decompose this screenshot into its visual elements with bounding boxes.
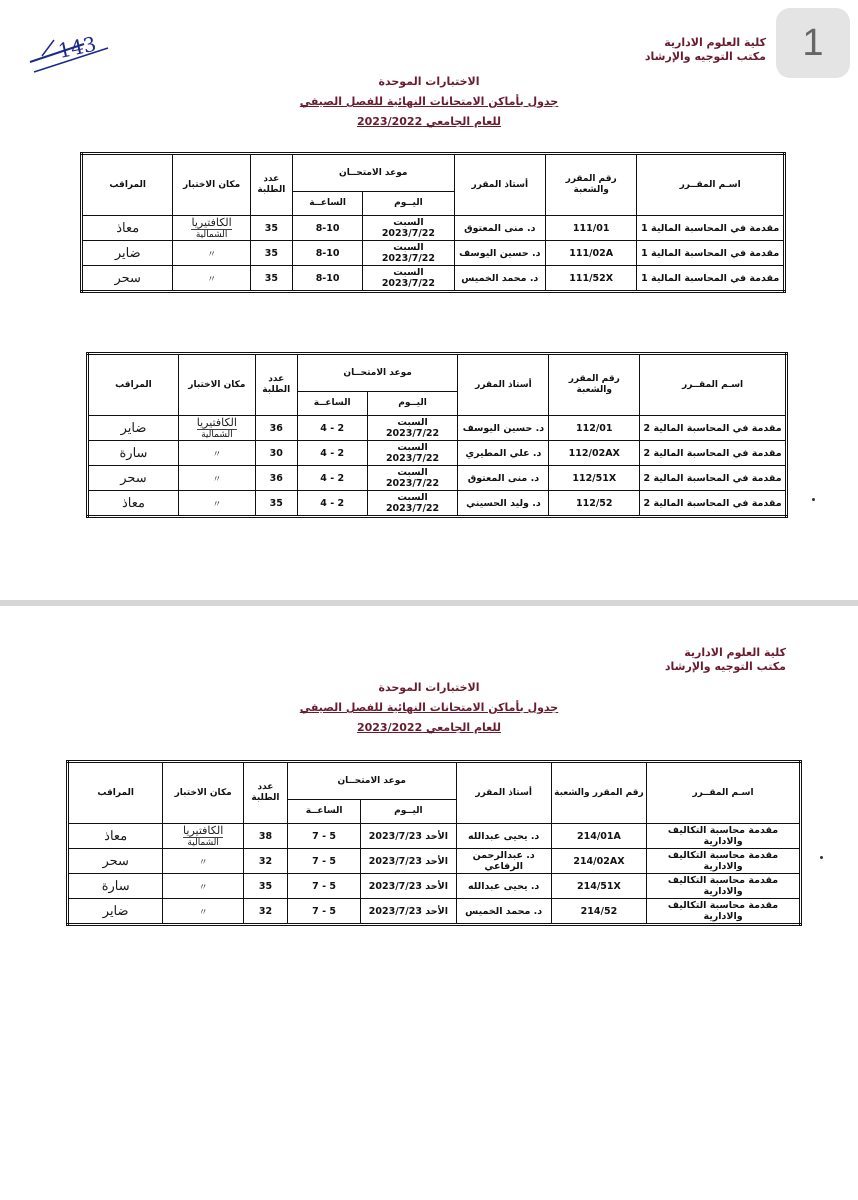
cell-students: 36 [255,466,297,491]
cell-students: 30 [255,441,297,466]
col-header-course-code: رقم المقرر والشعبة [551,762,646,824]
handwritten-place-note: الكافتيريا [191,216,232,229]
col-header-day: اليــوم [367,392,458,416]
cell-students: 36 [255,416,297,441]
cell-hour: 5 - 7 [287,874,360,899]
cell-hour: 8-10 [292,241,362,266]
handwritten-number-text: 143 [55,31,99,64]
cell-course-name: مقدمة في المحاسبة المالية 2 [640,491,787,517]
cell-course-code: 111/52X [545,266,636,292]
handwritten-place-note: الكافتيريا [183,824,224,837]
col-header-proctor: المراقب [88,354,179,416]
cell-day: السبت 2023/7/22 [363,266,454,292]
cell-hour: 2 - 4 [297,466,367,491]
table-row [68,899,801,925]
col-header-course-name: اسـم المقــرر [637,154,785,216]
col-header-exam-time: موعد الامتحــان [287,762,456,800]
table-header-row [82,154,785,192]
college-header-2 [665,646,786,674]
cell-day: السبت 2023/7/22 [363,241,454,266]
cell-course-name: مقدمة في المحاسبة المالية 2 [640,416,787,441]
cell-place: 〃 [163,874,244,899]
title-schedule: جدول بأماكن الامتحانات النهائية للفصل الصيفي [299,95,559,108]
cell-day: السبت 2023/7/22 [363,216,454,241]
col-header-hour: الساعــة [287,800,360,824]
col-header-instructor: أستاذ المقرر [458,354,549,416]
cell-course-code: 111/01 [545,216,636,241]
cell-course-code: 111/02A [545,241,636,266]
cell-course-name: مقدمة محاسبة التكاليف والادارية [647,899,801,925]
cell-course-name: مقدمة في المحاسبة المالية 2 [640,441,787,466]
cell-students: 35 [250,216,292,241]
table-header-row [88,354,787,392]
cell-course-name: مقدمة في المحاسبة المالية 1 [637,266,785,292]
cell-instructor: د. يحيى عبدالله [456,824,551,849]
cell-instructor: د. علي المطيري [458,441,549,466]
col-header-place: مكان الاختبار [173,154,250,216]
cell-instructor: د. محمد الخميس [454,266,545,292]
title-academic-year-2: للعام الجامعي 2023/2022 [356,721,502,734]
cell-hour: 2 - 4 [297,491,367,517]
title-academic-year: للعام الجامعي 2023/2022 [356,115,502,128]
col-header-exam-time: موعد الامتحــان [292,154,454,192]
table-row [88,416,787,441]
cell-hour: 2 - 4 [297,416,367,441]
cell-place [178,416,255,441]
scan-speck [812,498,815,501]
cell-proctor-signature: سارة [88,441,179,466]
col-header-course-code: رقم المقرر والشعبة [549,354,640,416]
cell-day: الأحد 2023/7/23 [361,874,456,899]
handwritten-number-drawing [24,18,114,78]
handwritten-place: الشمالية [195,230,228,240]
cell-day: الأحد 2023/7/23 [361,899,456,925]
cell-place [173,216,250,241]
handwritten-place-note: الكافتيريا [196,416,237,429]
cell-students: 38 [243,824,287,849]
office-name: مكتب التوجيه والإرشاد [644,50,766,63]
title-unified-exams: الاختبارات الموحدة [378,75,480,88]
cell-hour: 5 - 7 [287,824,360,849]
exam-table-2 [86,352,788,518]
col-header-place: مكان الاختبار [163,762,244,824]
cell-hour: 8-10 [292,216,362,241]
cell-proctor-signature: ضاير [68,899,163,925]
cell-place: 〃 [178,466,255,491]
scan-speck-2 [820,856,823,859]
cell-course-name: مقدمة في المحاسبة المالية 2 [640,466,787,491]
cell-hour: 2 - 4 [297,441,367,466]
table-row [68,849,801,874]
cell-day: السبت 2023/7/22 [367,416,458,441]
col-header-day: اليــوم [363,192,454,216]
cell-proctor-signature: ضاير [82,241,173,266]
cell-proctor-signature: سحر [82,266,173,292]
cell-proctor-signature: ضاير [88,416,179,441]
handwritten-place: الشمالية [187,838,219,848]
cell-instructor: د. عبدالرحمن الرفاعي [456,849,551,874]
cell-proctor-signature: سارة [68,874,163,899]
college-name-2: كلية العلوم الادارية [684,646,786,659]
table-row [68,824,801,849]
exam-table-3 [66,760,802,926]
handwritten-number [24,18,114,78]
cell-course-name: مقدمة في المحاسبة المالية 1 [637,241,785,266]
col-header-exam-time: موعد الامتحــان [297,354,458,392]
cell-proctor-signature: معاذ [82,216,173,241]
cell-place: 〃 [163,849,244,874]
table-row [88,441,787,466]
title-block [0,72,858,132]
cell-course-code: 214/02AX [551,849,646,874]
cell-hour: 8-10 [292,266,362,292]
cell-place: 〃 [178,491,255,517]
cell-course-code: 214/01A [551,824,646,849]
document-page-2 [0,606,858,1200]
table-row [82,266,785,292]
cell-proctor-signature: سحر [88,466,179,491]
cell-course-name: مقدمة محاسبة التكاليف والادارية [647,824,801,849]
college-header [645,36,766,64]
cell-place: 〃 [178,441,255,466]
cell-course-code: 112/52 [549,491,640,517]
col-header-place: مكان الاختبار [178,354,255,416]
cell-instructor: د. منى المعتوق [454,216,545,241]
table-row [82,241,785,266]
cell-hour: 5 - 7 [287,849,360,874]
cell-students: 35 [243,874,287,899]
col-header-proctor: المراقب [68,762,163,824]
title-block-2 [0,678,858,738]
col-header-hour: الساعــة [297,392,367,416]
cell-day: السبت 2023/7/22 [367,466,458,491]
cell-proctor-signature: معاذ [88,491,179,517]
cell-instructor: د. حسين اليوسف [454,241,545,266]
cell-students: 32 [243,849,287,874]
col-header-students: عدد الطلبة [250,154,292,216]
title-schedule-2: جدول بأماكن الامتحانات النهائية للفصل الصيفي [299,701,559,714]
cell-students: 35 [250,266,292,292]
cell-place: 〃 [163,899,244,925]
col-header-proctor: المراقب [82,154,173,216]
cell-instructor: د. محمد الخميس [456,899,551,925]
cell-place: 〃 [173,266,250,292]
cell-course-code: 214/51X [551,874,646,899]
col-header-students: عدد الطلبة [243,762,287,824]
cell-place: 〃 [173,241,250,266]
page-number-badge: 1 [776,8,850,78]
cell-instructor: د. حسين اليوسف [458,416,549,441]
col-header-course-code: رقم المقرر والشعبة [545,154,636,216]
table-row [88,491,787,517]
college-name: كلية العلوم الادارية [664,36,766,49]
col-header-day: اليــوم [361,800,456,824]
table-row [88,466,787,491]
cell-course-name: مقدمة محاسبة التكاليف والادارية [647,849,801,874]
cell-day: الأحد 2023/7/23 [361,849,456,874]
col-header-course-name: اسـم المقــرر [647,762,801,824]
cell-course-code: 214/52 [551,899,646,925]
cell-students: 35 [250,241,292,266]
col-header-students: عدد الطلبة [255,354,297,416]
cell-proctor-signature: معاذ [68,824,163,849]
title-unified-exams-2: الاختبارات الموحدة [378,681,480,694]
cell-course-code: 112/51X [549,466,640,491]
col-header-instructor: أستاذ المقرر [454,154,545,216]
handwritten-place: الشمالية [201,430,233,440]
cell-course-code: 112/02AX [549,441,640,466]
cell-students: 32 [243,899,287,925]
cell-place [163,824,244,849]
cell-course-name: مقدمة محاسبة التكاليف والادارية [647,874,801,899]
cell-hour: 5 - 7 [287,899,360,925]
cell-day: السبت 2023/7/22 [367,441,458,466]
col-header-course-name: اسـم المقــرر [640,354,787,416]
col-header-instructor: أستاذ المقرر [456,762,551,824]
office-name-2: مكتب التوجيه والإرشاد [664,660,786,673]
cell-course-code: 112/01 [549,416,640,441]
cell-day: السبت 2023/7/22 [367,491,458,517]
table-row [68,874,801,899]
cell-instructor: د. يحيى عبدالله [456,874,551,899]
exam-table-1 [80,152,786,293]
cell-day: الأحد 2023/7/23 [361,824,456,849]
cell-course-name: مقدمة في المحاسبة المالية 1 [637,216,785,241]
cell-instructor: د. منى المعتوق [458,466,549,491]
cell-proctor-signature: سحر [68,849,163,874]
cell-students: 35 [255,491,297,517]
col-header-hour: الساعــة [292,192,362,216]
table-header-row [68,762,801,800]
cell-instructor: د. وليد الحسيني [458,491,549,517]
table-row [82,216,785,241]
